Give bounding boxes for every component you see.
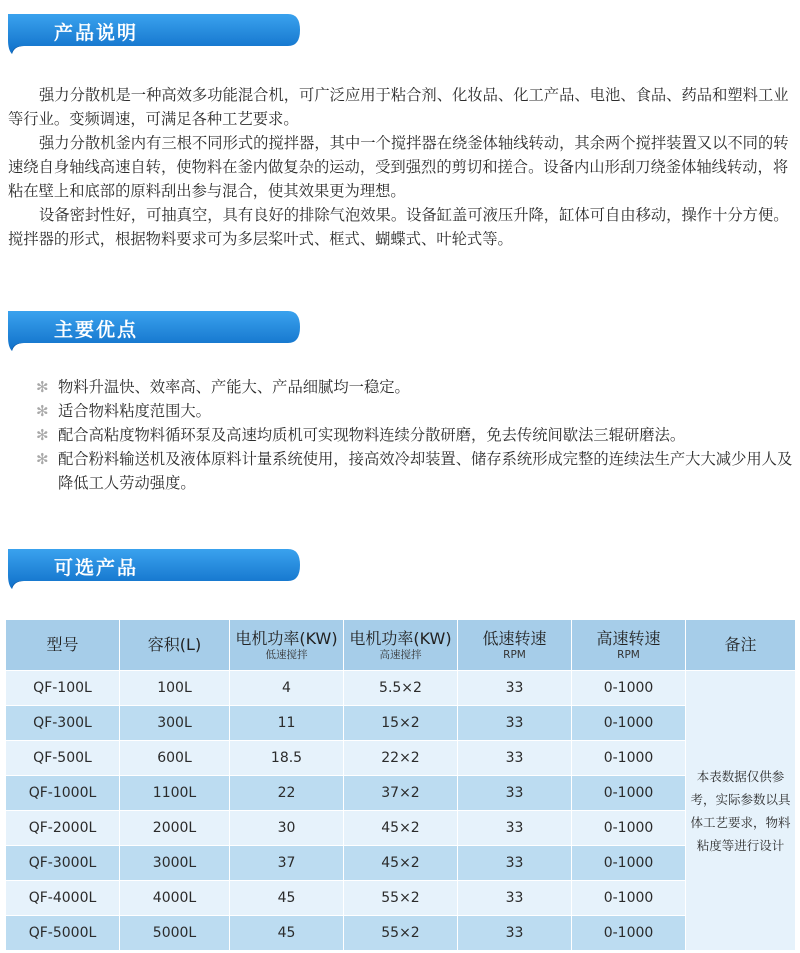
column-header-note: 备注 bbox=[686, 620, 796, 671]
asterisk-bullet-icon: ✻ bbox=[36, 450, 49, 468]
cell-speed-low: 33 bbox=[458, 846, 572, 881]
cell-volume: 4000L bbox=[120, 881, 230, 916]
cell-speed-high: 0-1000 bbox=[572, 881, 686, 916]
table-header-row bbox=[6, 620, 796, 671]
section-banner-description bbox=[6, 10, 302, 56]
cell-power-high: 5.5×2 bbox=[344, 671, 458, 706]
column-header-speed-high: 高速转速 RPM bbox=[572, 620, 686, 671]
banner-ribbon-shape bbox=[6, 545, 302, 591]
cell-power-high: 45×2 bbox=[344, 811, 458, 846]
cell-power-low: 18.5 bbox=[230, 741, 344, 776]
cell-volume: 600L bbox=[120, 741, 230, 776]
cell-power-low: 30 bbox=[230, 811, 344, 846]
product-spec-table bbox=[6, 620, 796, 951]
cell-volume: 2000L bbox=[120, 811, 230, 846]
column-header-volume: 容积(L) bbox=[120, 620, 230, 671]
advantage-text: 配合高粘度物料循环泵及高速均质机可实现物料连续分散研磨，免去传统间歇法三辊研磨法。 bbox=[58, 426, 686, 444]
column-header-power-high: 电机功率(KW) 高速搅拌 bbox=[344, 620, 458, 671]
section-banner-advantages bbox=[6, 307, 302, 353]
advantages-list bbox=[36, 375, 798, 495]
table-row bbox=[6, 846, 796, 881]
cell-model: QF-2000L bbox=[6, 811, 120, 846]
advantage-text: 适合物料粘度范围大。 bbox=[58, 402, 211, 420]
banner-ribbon-shape bbox=[6, 307, 302, 353]
advantage-text: 配合粉料输送机及液体原料计量系统使用，接高效冷却装置、储存系统形成完整的连续法生产大大减少用人及降低工人劳动强度。 bbox=[58, 450, 793, 492]
cell-power-low: 22 bbox=[230, 776, 344, 811]
cell-volume: 5000L bbox=[120, 916, 230, 951]
asterisk-bullet-icon: ✻ bbox=[36, 402, 49, 420]
cell-model: QF-1000L bbox=[6, 776, 120, 811]
section-title: 产品说明 bbox=[54, 22, 139, 44]
table-row bbox=[6, 881, 796, 916]
cell-power-low: 45 bbox=[230, 916, 344, 951]
cell-volume: 100L bbox=[120, 671, 230, 706]
cell-speed-high: 0-1000 bbox=[572, 811, 686, 846]
cell-volume: 3000L bbox=[120, 846, 230, 881]
cell-speed-low: 33 bbox=[458, 741, 572, 776]
table-row bbox=[6, 776, 796, 811]
description-paragraph-3: 设备密封性好，可抽真空，具有良好的排除气泡效果。设备缸盖可液压升降，缸体可自由移动，操作十分方便。搅拌器的形式，根据物料要求可为多层桨叶式、框式、蝴蝶式、叶轮式等。 bbox=[8, 206, 789, 248]
description-paragraph-1: 强力分散机是一种高效多功能混合机，可广泛应用于粘合剂、化妆品、化工产品、电池、食品、药品和塑料工业等行业。变频调速，可满足各种工艺要求。 bbox=[8, 86, 789, 128]
cell-power-low: 45 bbox=[230, 881, 344, 916]
column-header-speed-low: 低速转速 RPM bbox=[458, 620, 572, 671]
cell-power-high: 55×2 bbox=[344, 881, 458, 916]
cell-model: QF-5000L bbox=[6, 916, 120, 951]
cell-power-high: 22×2 bbox=[344, 741, 458, 776]
table-row bbox=[6, 916, 796, 951]
cell-power-high: 15×2 bbox=[344, 706, 458, 741]
cell-speed-high: 0-1000 bbox=[572, 741, 686, 776]
cell-model: QF-4000L bbox=[6, 881, 120, 916]
cell-speed-low: 33 bbox=[458, 671, 572, 706]
cell-model: QF-100L bbox=[6, 671, 120, 706]
list-item bbox=[36, 375, 798, 399]
cell-speed-low: 33 bbox=[458, 916, 572, 951]
banner-ribbon-shape bbox=[6, 10, 302, 56]
cell-power-high: 37×2 bbox=[344, 776, 458, 811]
cell-power-high: 55×2 bbox=[344, 916, 458, 951]
cell-speed-high: 0-1000 bbox=[572, 916, 686, 951]
section-title: 主要优点 bbox=[54, 319, 139, 341]
cell-model: QF-500L bbox=[6, 741, 120, 776]
cell-power-low: 11 bbox=[230, 706, 344, 741]
cell-speed-high: 0-1000 bbox=[572, 671, 686, 706]
cell-power-low: 37 bbox=[230, 846, 344, 881]
section-banner-options bbox=[6, 545, 302, 591]
cell-model: QF-3000L bbox=[6, 846, 120, 881]
table-row bbox=[6, 706, 796, 741]
table-row bbox=[6, 671, 796, 706]
asterisk-bullet-icon: ✻ bbox=[36, 426, 49, 444]
cell-speed-low: 33 bbox=[458, 706, 572, 741]
cell-volume: 300L bbox=[120, 706, 230, 741]
cell-speed-high: 0-1000 bbox=[572, 846, 686, 881]
cell-speed-low: 33 bbox=[458, 776, 572, 811]
description-paragraph-2: 强力分散机釜内有三根不同形式的搅拌器，其中一个搅拌器在绕釜体轴线转动，其余两个搅拌装置又以不同的转速绕自身轴线高速自转，使物料在釜内做复杂的运动，受到强烈的剪切和搓合。设备内山形刮刀绕釜体轴线转动，将粘在壁上和底部的原料刮出参与混合，使其效果更为理想。 bbox=[8, 134, 789, 200]
cell-power-high: 45×2 bbox=[344, 846, 458, 881]
advantage-text: 物料升温快、效率高、产能大、产品细腻均一稳定。 bbox=[58, 378, 410, 396]
cell-speed-low: 33 bbox=[458, 811, 572, 846]
cell-speed-low: 33 bbox=[458, 881, 572, 916]
cell-speed-high: 0-1000 bbox=[572, 776, 686, 811]
cell-speed-high: 0-1000 bbox=[572, 706, 686, 741]
list-item bbox=[36, 423, 798, 447]
table-row bbox=[6, 741, 796, 776]
section-title: 可选产品 bbox=[54, 557, 139, 579]
cell-model: QF-300L bbox=[6, 706, 120, 741]
asterisk-bullet-icon: ✻ bbox=[36, 378, 49, 396]
cell-note: 本表数据仅供参考，实际参数以具体工艺要求，物料粘度等进行设计 bbox=[686, 671, 796, 951]
table-row bbox=[6, 811, 796, 846]
list-item bbox=[36, 447, 798, 495]
cell-power-low: 4 bbox=[230, 671, 344, 706]
list-item bbox=[36, 399, 798, 423]
column-header-power-low: 电机功率(KW) 低速搅拌 bbox=[230, 620, 344, 671]
column-header-model: 型号 bbox=[6, 620, 120, 671]
cell-volume: 1100L bbox=[120, 776, 230, 811]
